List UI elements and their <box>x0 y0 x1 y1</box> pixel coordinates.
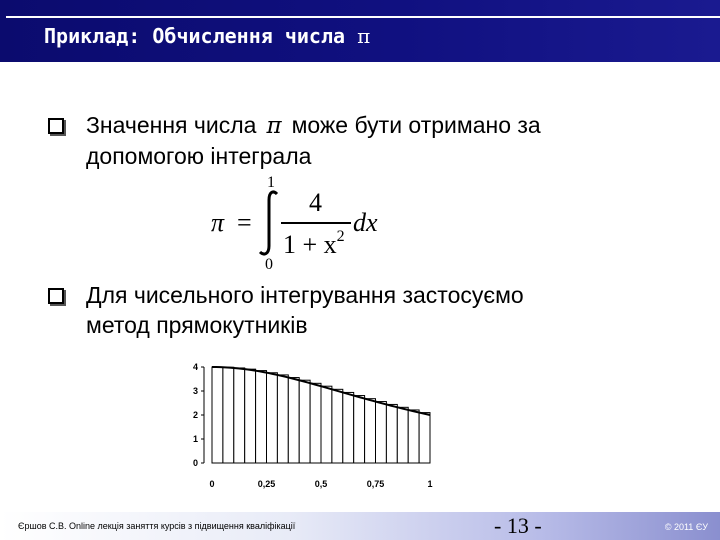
bullet-1 <box>48 110 541 171</box>
bullet-1-line-2: допомогою інтеграла <box>86 143 312 169</box>
chart-bar <box>321 386 332 463</box>
chart-bar <box>256 371 267 463</box>
bullet-2 <box>48 280 524 340</box>
slide-title-text: Приклад: Обчислення числа <box>44 24 358 48</box>
formula-exponent: 2 <box>336 228 345 245</box>
page-number: - 13 - <box>494 513 542 538</box>
rectangle-method-chart <box>180 355 450 500</box>
chart-bar <box>408 410 419 463</box>
chart-y-tick-label: 3 <box>192 386 198 396</box>
chart-bar <box>223 367 234 463</box>
chart-bar <box>343 392 354 463</box>
bullet-checkbox-icon <box>48 288 64 304</box>
footer-author: Єршов С.В. Online лекція заняття курсів з підвищення кваліфікації <box>18 521 296 531</box>
integral-sign-icon <box>255 190 283 256</box>
chart-bar <box>419 413 430 463</box>
chart-x-ticks <box>209 479 432 489</box>
slide-title <box>44 24 370 48</box>
chart-x-tick-label: 1 <box>427 479 433 489</box>
formula-upper-limit: 1 <box>267 174 275 191</box>
chart-bars <box>212 367 430 463</box>
bullet-checkbox-icon <box>48 118 64 134</box>
bullet-1-line-1 <box>48 112 541 138</box>
bullet-1-text-post: може бути отримано за <box>291 112 541 138</box>
formula-differential: dx <box>353 208 378 237</box>
chart-bar <box>245 369 256 463</box>
chart-bar <box>267 373 278 463</box>
chart-bar <box>299 380 310 463</box>
formula-equals: = <box>237 208 252 237</box>
integral-formula <box>205 172 405 277</box>
chart-bar <box>376 402 387 463</box>
header-divider-line <box>6 16 720 18</box>
chart-bar <box>234 368 245 463</box>
slide-footer <box>0 512 720 540</box>
slide-header <box>0 0 720 62</box>
chart-y-ticks <box>193 362 204 468</box>
formula-lhs: π <box>211 208 225 237</box>
chart-bar <box>354 396 365 463</box>
chart-y-tick-label: 2 <box>192 410 198 420</box>
chart-x-tick-label: 0,5 <box>314 479 328 489</box>
chart-svg <box>180 355 450 500</box>
chart-bar <box>332 389 343 463</box>
chart-bar <box>212 367 223 463</box>
chart-bar <box>288 378 299 463</box>
bullet-1-text-pre: Значення числа <box>86 112 257 138</box>
title-pi-symbol: π <box>357 24 371 48</box>
formula-lower-limit: 0 <box>265 256 273 273</box>
bullet-2-line-1: Для чисельного інтегрування застосуємо <box>86 282 524 308</box>
formula-denominator <box>283 228 345 260</box>
chart-x-tick-label: 0,25 <box>257 479 276 489</box>
bullet-1-pi-symbol: π <box>266 113 282 139</box>
chart-bar <box>397 407 408 463</box>
fraction-bar <box>281 222 351 224</box>
footer-copyright: © 2011 ЄУ <box>664 522 708 532</box>
chart-y-tick-label: 0 <box>192 458 198 468</box>
chart-y-tick-label: 1 <box>192 434 198 444</box>
chart-x-tick-label: 0 <box>209 479 215 489</box>
chart-bar <box>386 404 397 463</box>
chart-x-tick-label: 0,75 <box>366 479 385 489</box>
chart-bar <box>277 375 288 463</box>
formula-numerator: 4 <box>309 188 322 217</box>
chart-y-tick-label: 4 <box>192 362 198 372</box>
chart-bar <box>310 383 321 463</box>
formula-denominator-text: 1 + x <box>283 230 337 259</box>
bullet-2-line-2: метод прямокутників <box>86 312 308 338</box>
chart-bar <box>365 399 376 463</box>
